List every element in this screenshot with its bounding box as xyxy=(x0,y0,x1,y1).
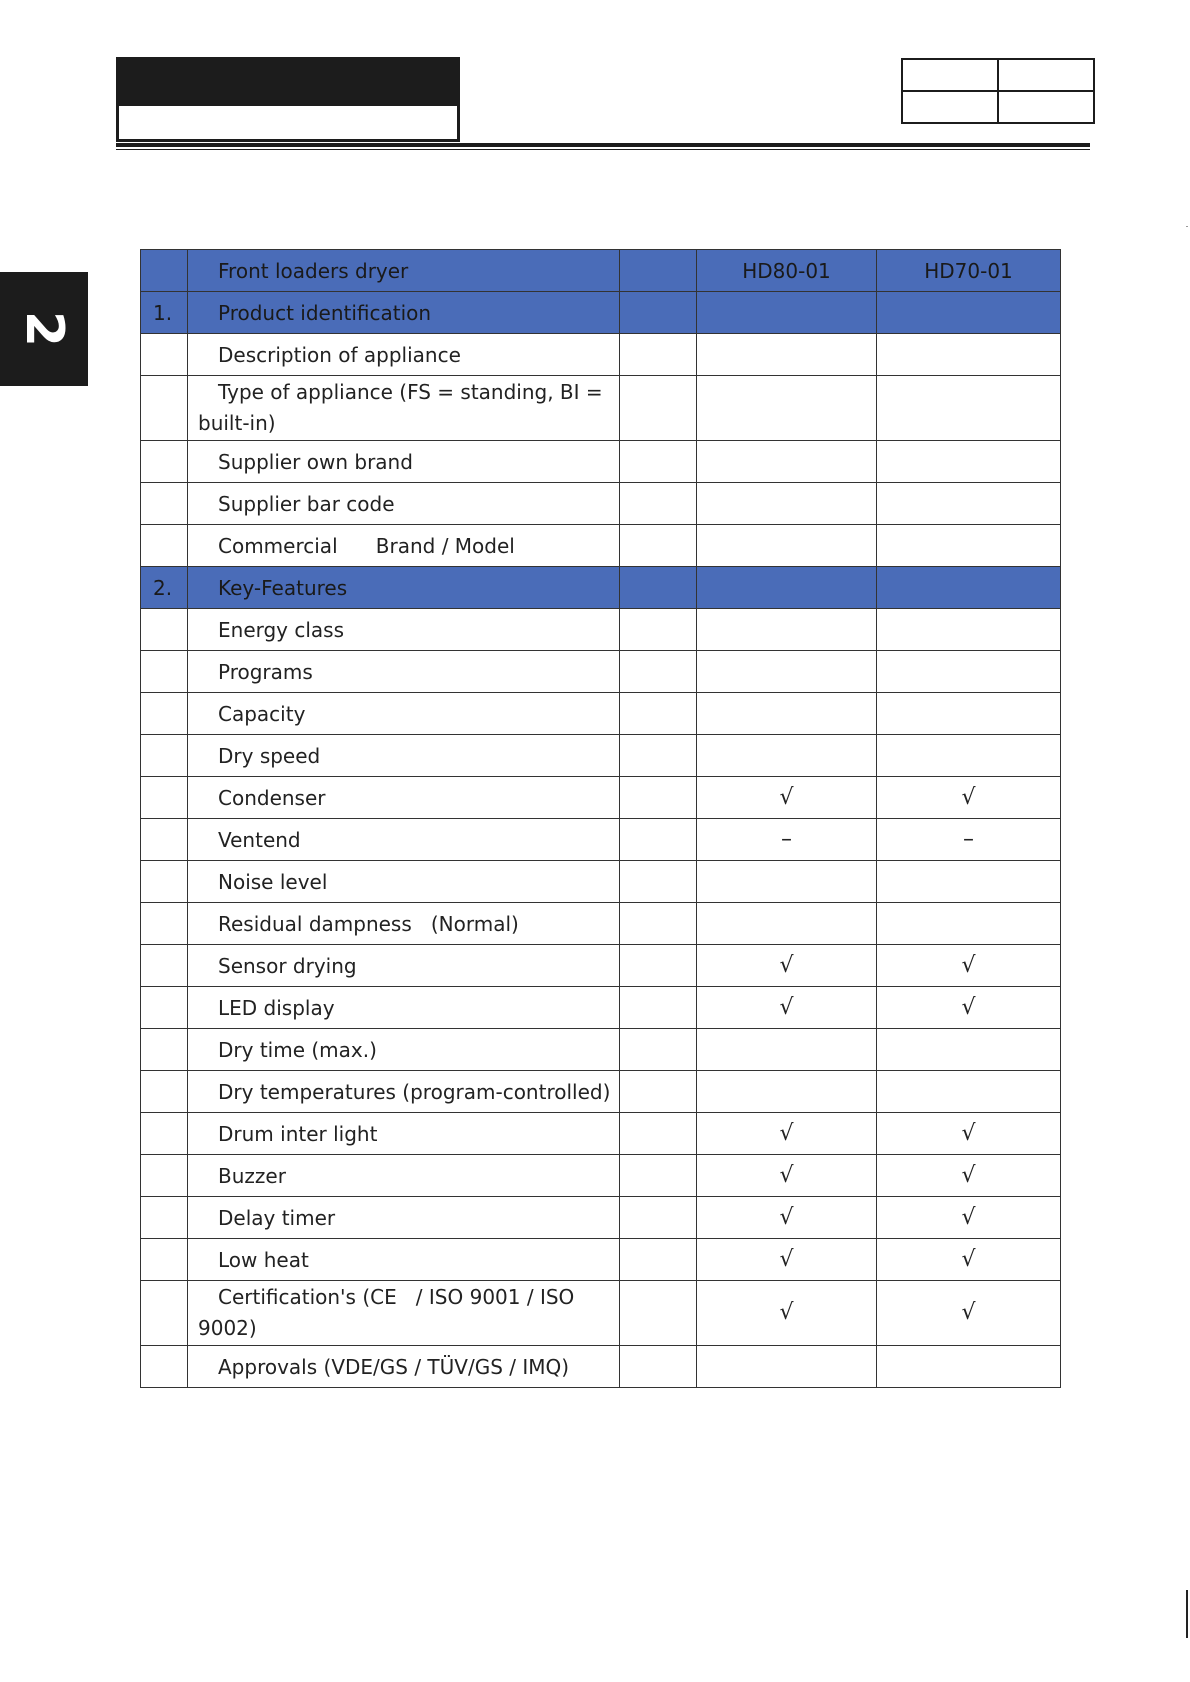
row-num-cell xyxy=(141,987,188,1029)
row-num-cell xyxy=(141,777,188,819)
table-row xyxy=(141,1071,1061,1113)
feature-label: Approvals (VDE/GS / TÜV/GS / IMQ) xyxy=(188,1346,620,1388)
header-subtitle-box xyxy=(116,105,460,142)
row-num-cell xyxy=(141,609,188,651)
row-num-cell xyxy=(141,1113,188,1155)
header-product-type: Front loaders dryer xyxy=(188,250,620,292)
model-2-value xyxy=(877,1346,1061,1388)
model-1-value xyxy=(697,735,877,777)
row-unit-cell xyxy=(620,903,697,945)
row-unit-cell xyxy=(620,1155,697,1197)
table-row xyxy=(141,1113,1061,1155)
row-num-cell xyxy=(141,334,188,376)
feature-label: Description of appliance xyxy=(188,334,620,376)
model-2-value xyxy=(877,609,1061,651)
section-empty-cell xyxy=(620,292,697,334)
row-unit-cell xyxy=(620,987,697,1029)
model-2-value xyxy=(877,861,1061,903)
section-empty-cell xyxy=(697,292,877,334)
header-title-block xyxy=(116,57,460,105)
row-num-cell xyxy=(141,735,188,777)
table-row xyxy=(141,777,1061,819)
row-num-cell xyxy=(141,441,188,483)
model-1-value: √ xyxy=(697,987,877,1029)
row-num-cell xyxy=(141,525,188,567)
section-title: Key-Features xyxy=(188,567,620,609)
model-1-value xyxy=(697,609,877,651)
edge-mark xyxy=(1186,226,1188,227)
table-row xyxy=(141,441,1061,483)
table-row xyxy=(141,334,1061,376)
table-row xyxy=(141,1239,1061,1281)
ref-cell xyxy=(998,91,1094,123)
row-unit-cell xyxy=(620,1197,697,1239)
row-unit-cell xyxy=(620,376,697,441)
row-num-cell xyxy=(141,945,188,987)
header-model-1: HD80-01 xyxy=(697,250,877,292)
model-2-value xyxy=(877,903,1061,945)
table-row xyxy=(141,987,1061,1029)
table-row xyxy=(141,861,1061,903)
header-unit-cell xyxy=(620,250,697,292)
model-1-value xyxy=(697,903,877,945)
model-1-value xyxy=(697,525,877,567)
model-2-value: √ xyxy=(877,1281,1061,1346)
table-row xyxy=(141,1155,1061,1197)
feature-label: Commercial Brand / Model xyxy=(188,525,620,567)
model-2-value: √ xyxy=(877,945,1061,987)
model-2-value xyxy=(877,1071,1061,1113)
row-num-cell xyxy=(141,1346,188,1388)
row-num-cell xyxy=(141,1029,188,1071)
section-number: 2. xyxy=(141,567,188,609)
feature-label: Condenser xyxy=(188,777,620,819)
header-model-2: HD70-01 xyxy=(877,250,1061,292)
model-2-value: √ xyxy=(877,1113,1061,1155)
row-unit-cell xyxy=(620,945,697,987)
section-row xyxy=(141,292,1061,334)
feature-label: Drum inter light xyxy=(188,1113,620,1155)
row-num-cell xyxy=(141,651,188,693)
table-row xyxy=(141,903,1061,945)
feature-label: Programs xyxy=(188,651,620,693)
model-1-value: √ xyxy=(697,1281,877,1346)
table-row xyxy=(141,651,1061,693)
table-header-row xyxy=(141,250,1061,292)
row-num-cell xyxy=(141,693,188,735)
row-unit-cell xyxy=(620,483,697,525)
feature-label: Residual dampness (Normal) xyxy=(188,903,620,945)
model-2-value: √ xyxy=(877,777,1061,819)
section-empty-cell xyxy=(877,292,1061,334)
row-unit-cell xyxy=(620,735,697,777)
feature-label: Noise level xyxy=(188,861,620,903)
feature-label: Energy class xyxy=(188,609,620,651)
feature-label: Capacity xyxy=(188,693,620,735)
model-1-value xyxy=(697,483,877,525)
ref-cell xyxy=(998,59,1094,91)
ref-cell xyxy=(902,59,998,91)
row-num-cell xyxy=(141,376,188,441)
feature-label: Type of appliance (FS = standing, BI = built-in) xyxy=(188,376,620,441)
model-2-value xyxy=(877,1029,1061,1071)
row-unit-cell xyxy=(620,651,697,693)
row-unit-cell xyxy=(620,861,697,903)
page-edge-tick xyxy=(1186,1590,1188,1638)
row-unit-cell xyxy=(620,1239,697,1281)
feature-label: Sensor drying xyxy=(188,945,620,987)
model-2-value: √ xyxy=(877,1197,1061,1239)
model-1-value: √ xyxy=(697,1197,877,1239)
section-title: Product identification xyxy=(188,292,620,334)
row-num-cell xyxy=(141,819,188,861)
feature-label: Dry temperatures (program-controlled) xyxy=(188,1071,620,1113)
chapter-tab xyxy=(0,272,88,386)
feature-label: Low heat xyxy=(188,1239,620,1281)
table-row xyxy=(141,819,1061,861)
spec-table xyxy=(140,249,1061,1388)
model-1-value: √ xyxy=(697,945,877,987)
row-unit-cell xyxy=(620,609,697,651)
model-2-value xyxy=(877,735,1061,777)
model-2-value xyxy=(877,441,1061,483)
row-unit-cell xyxy=(620,1113,697,1155)
model-1-value: √ xyxy=(697,1113,877,1155)
model-1-value xyxy=(697,376,877,441)
model-2-value xyxy=(877,334,1061,376)
model-1-value xyxy=(697,861,877,903)
table-row xyxy=(141,693,1061,735)
table-row xyxy=(141,609,1061,651)
model-1-value xyxy=(697,1346,877,1388)
row-unit-cell xyxy=(620,819,697,861)
section-number: 1. xyxy=(141,292,188,334)
row-num-cell xyxy=(141,861,188,903)
model-1-value: – xyxy=(697,819,877,861)
table-row xyxy=(141,1346,1061,1388)
feature-label: Delay timer xyxy=(188,1197,620,1239)
model-1-value xyxy=(697,1071,877,1113)
feature-label: Supplier bar code xyxy=(188,483,620,525)
model-2-value xyxy=(877,376,1061,441)
model-1-value: √ xyxy=(697,1239,877,1281)
model-1-value xyxy=(697,1029,877,1071)
model-1-value xyxy=(697,334,877,376)
model-2-value xyxy=(877,525,1061,567)
model-2-value: √ xyxy=(877,1155,1061,1197)
row-unit-cell xyxy=(620,777,697,819)
feature-label: Buzzer xyxy=(188,1155,620,1197)
row-num-cell xyxy=(141,1197,188,1239)
feature-label: Supplier own brand xyxy=(188,441,620,483)
feature-label: Certification's (CE / ISO 9001 / ISO 9002) xyxy=(188,1281,620,1346)
feature-label: LED display xyxy=(188,987,620,1029)
feature-label: Ventend xyxy=(188,819,620,861)
model-2-value xyxy=(877,693,1061,735)
row-unit-cell xyxy=(620,1281,697,1346)
row-num-cell xyxy=(141,483,188,525)
section-empty-cell xyxy=(877,567,1061,609)
header-rule-thin xyxy=(116,149,1090,150)
table-row xyxy=(141,945,1061,987)
row-unit-cell xyxy=(620,1346,697,1388)
section-empty-cell xyxy=(620,567,697,609)
row-unit-cell xyxy=(620,334,697,376)
model-2-value: √ xyxy=(877,1239,1061,1281)
model-2-value: √ xyxy=(877,987,1061,1029)
table-row xyxy=(141,376,1061,441)
table-row xyxy=(141,1197,1061,1239)
model-2-value xyxy=(877,651,1061,693)
row-unit-cell xyxy=(620,441,697,483)
row-unit-cell xyxy=(620,1071,697,1113)
model-1-value xyxy=(697,693,877,735)
model-2-value xyxy=(877,483,1061,525)
table-row xyxy=(141,1281,1061,1346)
table-row xyxy=(141,735,1061,777)
model-1-value: √ xyxy=(697,1155,877,1197)
row-unit-cell xyxy=(620,1029,697,1071)
feature-label: Dry speed xyxy=(188,735,620,777)
header-reference-grid xyxy=(901,58,1095,124)
row-num-cell xyxy=(141,1155,188,1197)
model-2-value: – xyxy=(877,819,1061,861)
table-row xyxy=(141,483,1061,525)
row-num-cell xyxy=(141,1281,188,1346)
row-num-cell xyxy=(141,903,188,945)
section-row xyxy=(141,567,1061,609)
model-1-value xyxy=(697,441,877,483)
header-num-cell xyxy=(141,250,188,292)
row-num-cell xyxy=(141,1071,188,1113)
table-row xyxy=(141,525,1061,567)
row-num-cell xyxy=(141,1239,188,1281)
chapter-number: 2 xyxy=(14,310,74,348)
table-row xyxy=(141,1029,1061,1071)
ref-cell xyxy=(902,91,998,123)
header-rule xyxy=(116,143,1090,147)
section-empty-cell xyxy=(697,567,877,609)
row-unit-cell xyxy=(620,693,697,735)
row-unit-cell xyxy=(620,525,697,567)
model-1-value xyxy=(697,651,877,693)
feature-label: Dry time (max.) xyxy=(188,1029,620,1071)
model-1-value: √ xyxy=(697,777,877,819)
